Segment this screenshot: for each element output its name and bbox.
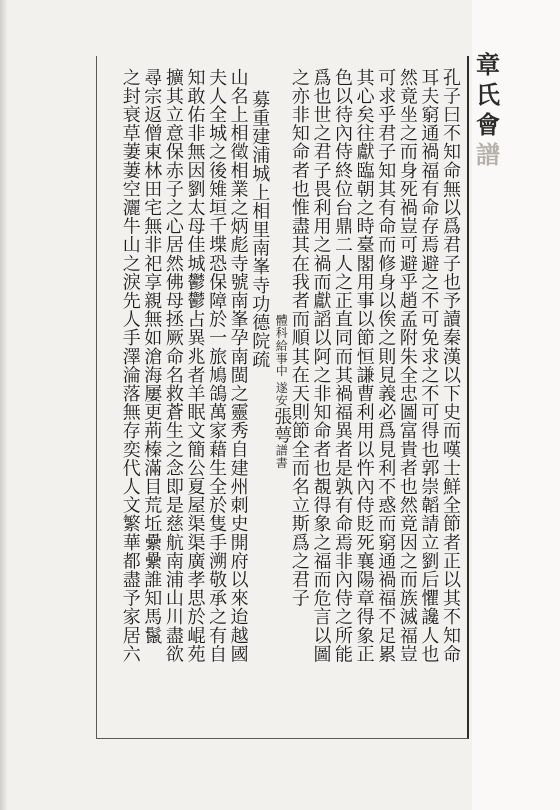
author-credit — [271, 68, 293, 732]
text-frame — [96, 50, 500, 739]
vertical-text — [103, 68, 461, 732]
header-char: 章 — [476, 50, 500, 79]
text-column: 孔子曰不知命無以爲君子也予讀秦漢以下史而嘆士鮮全節者正以其不知命 — [440, 68, 461, 664]
text-column: 擴其立意保赤子之心居然佛母拯厥命名救蒼生之念即是慈航南浦山川盡欲 — [162, 68, 184, 664]
text-column: 耳夫窮通禍福有命存焉避之不可免求之不可得也郭崇韜請立劉后懼讒人也 — [418, 68, 440, 664]
header-char: 會 — [476, 110, 500, 139]
credit-title: 體科給事中 遂安 — [274, 314, 289, 407]
binding-shadow — [0, 0, 8, 810]
text-column: 夫人全城之後雉垣千堞恐保障於一旅鳩鴿萬家藉生全於隻手溯敬承之有自 — [206, 68, 228, 664]
text-column: 色以待內侍終位台鼎二人之正直同而其禍福異者是孰有命焉非內侍之所能 — [332, 68, 354, 664]
text-column: 之亦非知命者也惟盡其在我者而順其在天則節全而名立斯爲之君子 — [288, 68, 310, 608]
header-char: 氏 — [476, 80, 500, 109]
section-title: 募重建浦城上相里南峯寺功德院疏 — [249, 90, 271, 369]
credit-name: 張萼 — [271, 406, 293, 444]
text-column: 其心矣往獻臨朝之時臺閣用事以節恒謙曹利用以忤內侍貶死襄陽章得象正 — [353, 68, 375, 664]
text-column: 之封衰草萋萋空灑牛山之淚先人手澤淪落無存奕代人文繁華都盡予家居六 — [119, 68, 141, 664]
text-column: 然竟坐之而身死禍豈可避乎趙孟附朱全忠圖富貴者也然竟因之而族滅福豈 — [396, 68, 418, 664]
text-column: 爲也世之君子畏利用之禍而獻謟以阿之非知命者也覩得象之福而危言以圖 — [310, 68, 332, 664]
text-column: 知敢佑非無因劉太母佳城鬱鬱占異兆者羊眠文簡公夏屋渠渠廣孝思於崐苑 — [184, 68, 206, 664]
text-column: 山名上相徵相業之炳彪寺號南峯孕南閩之靈秀自建州刺史開府以來迨越國 — [227, 68, 249, 664]
text-column: 尋宗返僧東林田宅無非祀享親無如滄海屢更荊榛滿目荒坵纍纍誰知馬鬣 — [141, 68, 163, 645]
text-column: 可求乎君子知其有命而修身以俟之則見義必爲見利不惑而窮通禍福不足累 — [375, 68, 397, 664]
running-header — [473, 50, 503, 210]
header-char: 譜 — [476, 140, 500, 169]
credit-suffix: 譜書 — [274, 443, 289, 470]
